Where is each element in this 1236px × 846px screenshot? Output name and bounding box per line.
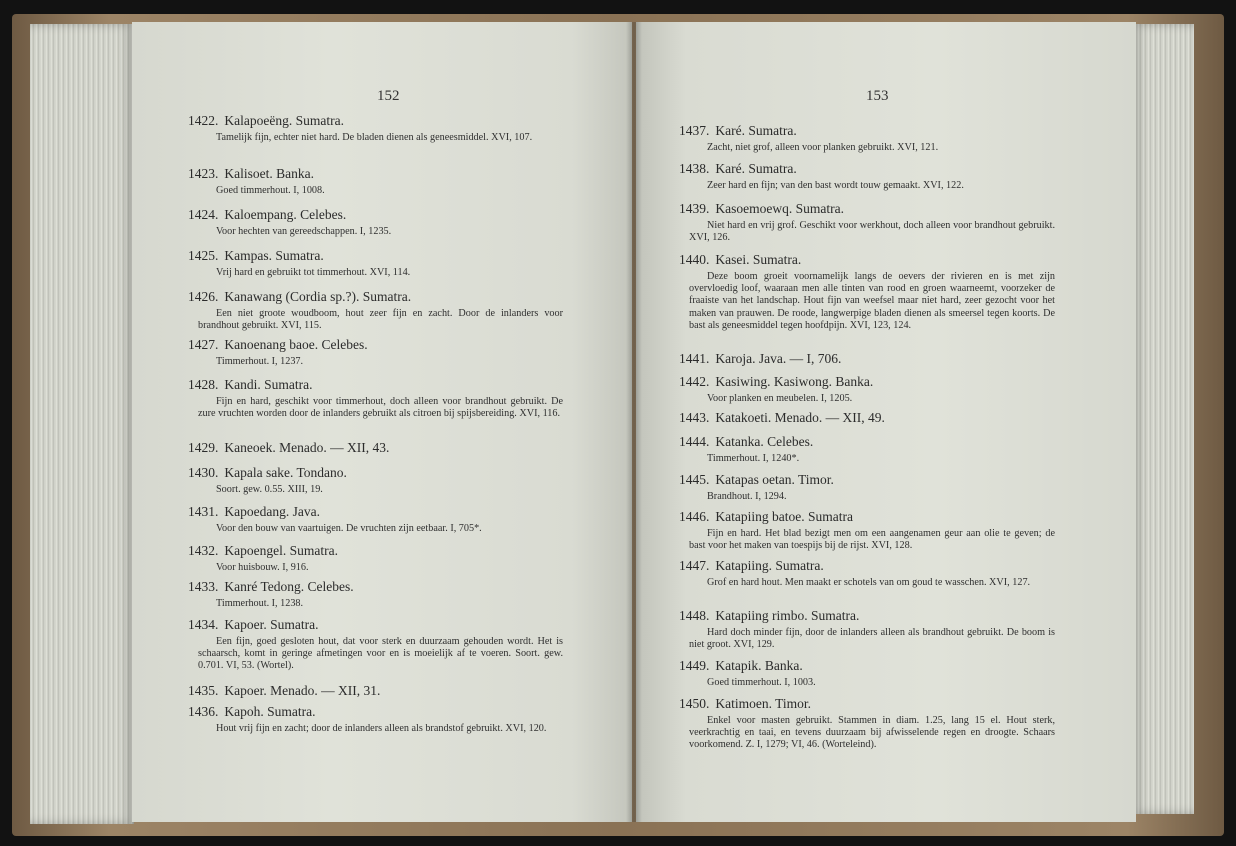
entry-number: 1436. [188,704,219,719]
left-page-number: 152 [377,88,400,104]
entry-name: Kampas. Sumatra. [224,248,324,263]
entry-name: Katapiing rimbo. Sumatra. [715,608,860,623]
entry-text: Voor hechten van gereedschappen. I, 1235. [216,226,392,237]
entry-name: Kapoh. Sumatra. [224,704,316,719]
entry-number: 1449. [679,658,710,673]
entry-number: 1450. [679,696,710,711]
entry-name: Katapas oetan. Timor. [715,472,834,487]
entry [679,608,1055,651]
entry [188,440,563,456]
entry-name: Katakoeti. Menado. — XII, 49. [715,410,885,425]
entry-text: Hard doch minder fijn, door de inlanders alleen als brandhout gebruikt. De boom is niet groot. XVI, 129. [689,627,1055,651]
entry-name: Kapoer. Menado. — XII, 31. [224,683,381,698]
entry [679,351,1055,367]
entry-name: Kanawang (Cordia sp.?). Sumatra. [224,289,412,304]
entry-number: 1437. [679,123,710,138]
entry-name: Kasei. Sumatra. [715,252,802,267]
entry [188,504,563,535]
entry [679,252,1055,332]
entry-number: 1447. [679,558,710,573]
entry-number: 1424. [188,207,219,222]
entry-number: 1430. [188,465,219,480]
entry-text: Soort. gew. 0.55. XIII, 19. [216,484,323,495]
entry-name: Katapiing. Sumatra. [715,558,824,573]
entry [188,704,563,735]
entry-name: Kaloempang. Celebes. [224,207,347,222]
entry-text: Een niet groote woudboom, hout zeer fijn en zacht. Door de inlanders voor brandhout gebruikt. XVI, 115. [198,308,563,332]
entry-text: Een fijn, goed gesloten hout, dat voor sterk en duurzaam gehouden wordt. Het is schaarsch, komt in geringe afmetingen voor en is moeielijk af te voeren. Soort. gew. 0.701. VI, 53. (Wortel). [198,636,563,672]
entry [679,558,1055,589]
entry [679,374,1055,405]
entry [679,123,1055,154]
left-page-edges [30,24,134,824]
book-gutter [626,22,642,822]
entry-number: 1427. [188,337,219,352]
entry-name: Kalapoeëng. Sumatra. [224,113,344,128]
entry-text: Timmerhout. I, 1238. [216,598,304,609]
entry [188,465,563,496]
entry-name: Kanoenang baoe. Celebes. [224,337,368,352]
entry-name: Katimoen. Timor. [715,696,812,711]
entry-number: 1443. [679,410,710,425]
entry-text: Tamelijk fijn, echter niet hard. De bladen dienen als geneesmiddel. XVI, 107. [216,132,533,143]
entry-name: Katanka. Celebes. [715,434,814,449]
entry-number: 1425. [188,248,219,263]
entry [188,579,563,610]
entry-name: Katapik. Banka. [715,658,803,673]
entry [188,207,563,238]
entry-name: Kalisoet. Banka. [224,166,314,181]
entry-text: Hout vrij fijn en zacht; door de inlanders alleen als brandstof gebruikt. XVI, 120. [216,723,547,734]
entry-number: 1423. [188,166,219,181]
entry-number: 1446. [679,509,710,524]
right-page-number: 153 [866,88,889,104]
entry-text: Goed timmerhout. I, 1003. [707,677,816,688]
entry-number: 1432. [188,543,219,558]
entry [188,289,563,332]
entry-name: Kandi. Sumatra. [224,377,313,392]
entry-text: Brandhout. I, 1294. [707,491,787,502]
entry [188,113,563,144]
entry [679,161,1055,192]
entry-number: 1428. [188,377,219,392]
entry-text: Grof en hard hout. Men maakt er schotels van om goud te wasschen. XVI, 127. [707,577,1031,588]
entry-name: Kapoengel. Sumatra. [224,543,338,558]
entry [188,248,563,279]
entry-name: Karé. Sumatra. [715,161,797,176]
entry-name: Karé. Sumatra. [715,123,797,138]
entry [679,434,1055,465]
entry-text: Fijn en hard, geschikt voor timmerhout, doch alleen voor brandhout gebruikt. De zure vruchten worden door de inlanders gebruikt als citroen bij spijsbereiding. XVI, 116. [198,396,563,420]
entry-name: Katapiing batoe. Sumatra [715,509,853,524]
entry-number: 1434. [188,617,219,632]
entry [188,337,563,368]
entry [679,658,1055,689]
entry-text: Fijn en hard. Het blad bezigt men om een aangenamen geur aan olie te geven; de bast voor het maken van toespijs bij de rijst. XVI, 128. [689,528,1055,552]
entry-name: Kasoemoewq. Sumatra. [715,201,844,216]
entry-number: 1444. [679,434,710,449]
entry-number: 1431. [188,504,219,519]
entry-number: 1435. [188,683,219,698]
entry-text: Voor planken en meubelen. I, 1205. [707,393,853,404]
entry-number: 1445. [679,472,710,487]
entry-text: Timmerhout. I, 1240*. [707,453,800,464]
entry-text: Zeer hard en fijn; van den bast wordt touw gemaakt. XVI, 122. [707,180,964,191]
entry [188,617,563,673]
entry-text: Deze boom groeit voornamelijk langs de oevers der rivieren en is met zijn overvloedig loof, waaraan men alle tinten van rood en groen waarneemt, voorzeker de fraaiste van het landschap. Hout fijn van weefsel maar niet hard, zeer gezocht voor het maken van prauwen. De roode, langwerpige bladen dienen als smeersel tegen koorts. De bast als geneesmiddel tegen hoofdpijn. XVI, 123, 124. [689,271,1055,331]
entry-name: Kasiwing. Kasiwong. Banka. [715,374,874,389]
entry-text: Zacht, niet grof, alleen voor planken gebruikt. XVI, 121. [707,142,939,153]
entry-text: Voor huisbouw. I, 916. [216,562,309,573]
entry-number: 1439. [679,201,710,216]
entry [679,696,1055,752]
entry [188,683,563,699]
entry-text: Goed timmerhout. I, 1008. [216,185,325,196]
entry [679,509,1055,552]
entry-number: 1441. [679,351,710,366]
entry-name: Kapala sake. Tondano. [224,465,347,480]
entry [679,410,1055,426]
entry [679,201,1055,244]
entry-number: 1442. [679,374,710,389]
entry-number: 1448. [679,608,710,623]
entry-text: Vrij hard en gebruikt tot timmerhout. XVI, 114. [216,267,411,278]
entry-name: Kaneoek. Menado. — XII, 43. [224,440,390,455]
entry [188,377,563,420]
entry-number: 1426. [188,289,219,304]
entry [679,472,1055,503]
right-page-edges [1132,24,1194,814]
entry-number: 1433. [188,579,219,594]
entry-name: Kanré Tedong. Celebes. [224,579,354,594]
entry-number: 1429. [188,440,219,455]
entry-text: Voor den bouw van vaartuigen. De vruchten zijn eetbaar. I, 705*. [216,523,482,534]
entry-name: Kapoer. Sumatra. [224,617,319,632]
entry [188,543,563,574]
entry-number: 1422. [188,113,219,128]
entry-name: Karoja. Java. — I, 706. [715,351,842,366]
entry-text: Enkel voor masten gebruikt. Stammen in diam. 1.25, lang 15 el. Hout sterk, veerkrachtig en taai, en tevens duurzaam bij afwisselende regen en droogte. Schaars voorkomend. Z. I, 1279; VI, 46. (Worteleind). [689,715,1055,751]
entry [188,166,563,197]
entry-text: Timmerhout. I, 1237. [216,356,304,367]
entry-text: Niet hard en vrij grof. Geschikt voor werkhout, doch alleen voor brandhout gebruikt. XVI, 126. [689,220,1055,244]
entry-name: Kapoedang. Java. [224,504,320,519]
entry-number: 1438. [679,161,710,176]
entry-number: 1440. [679,252,710,267]
